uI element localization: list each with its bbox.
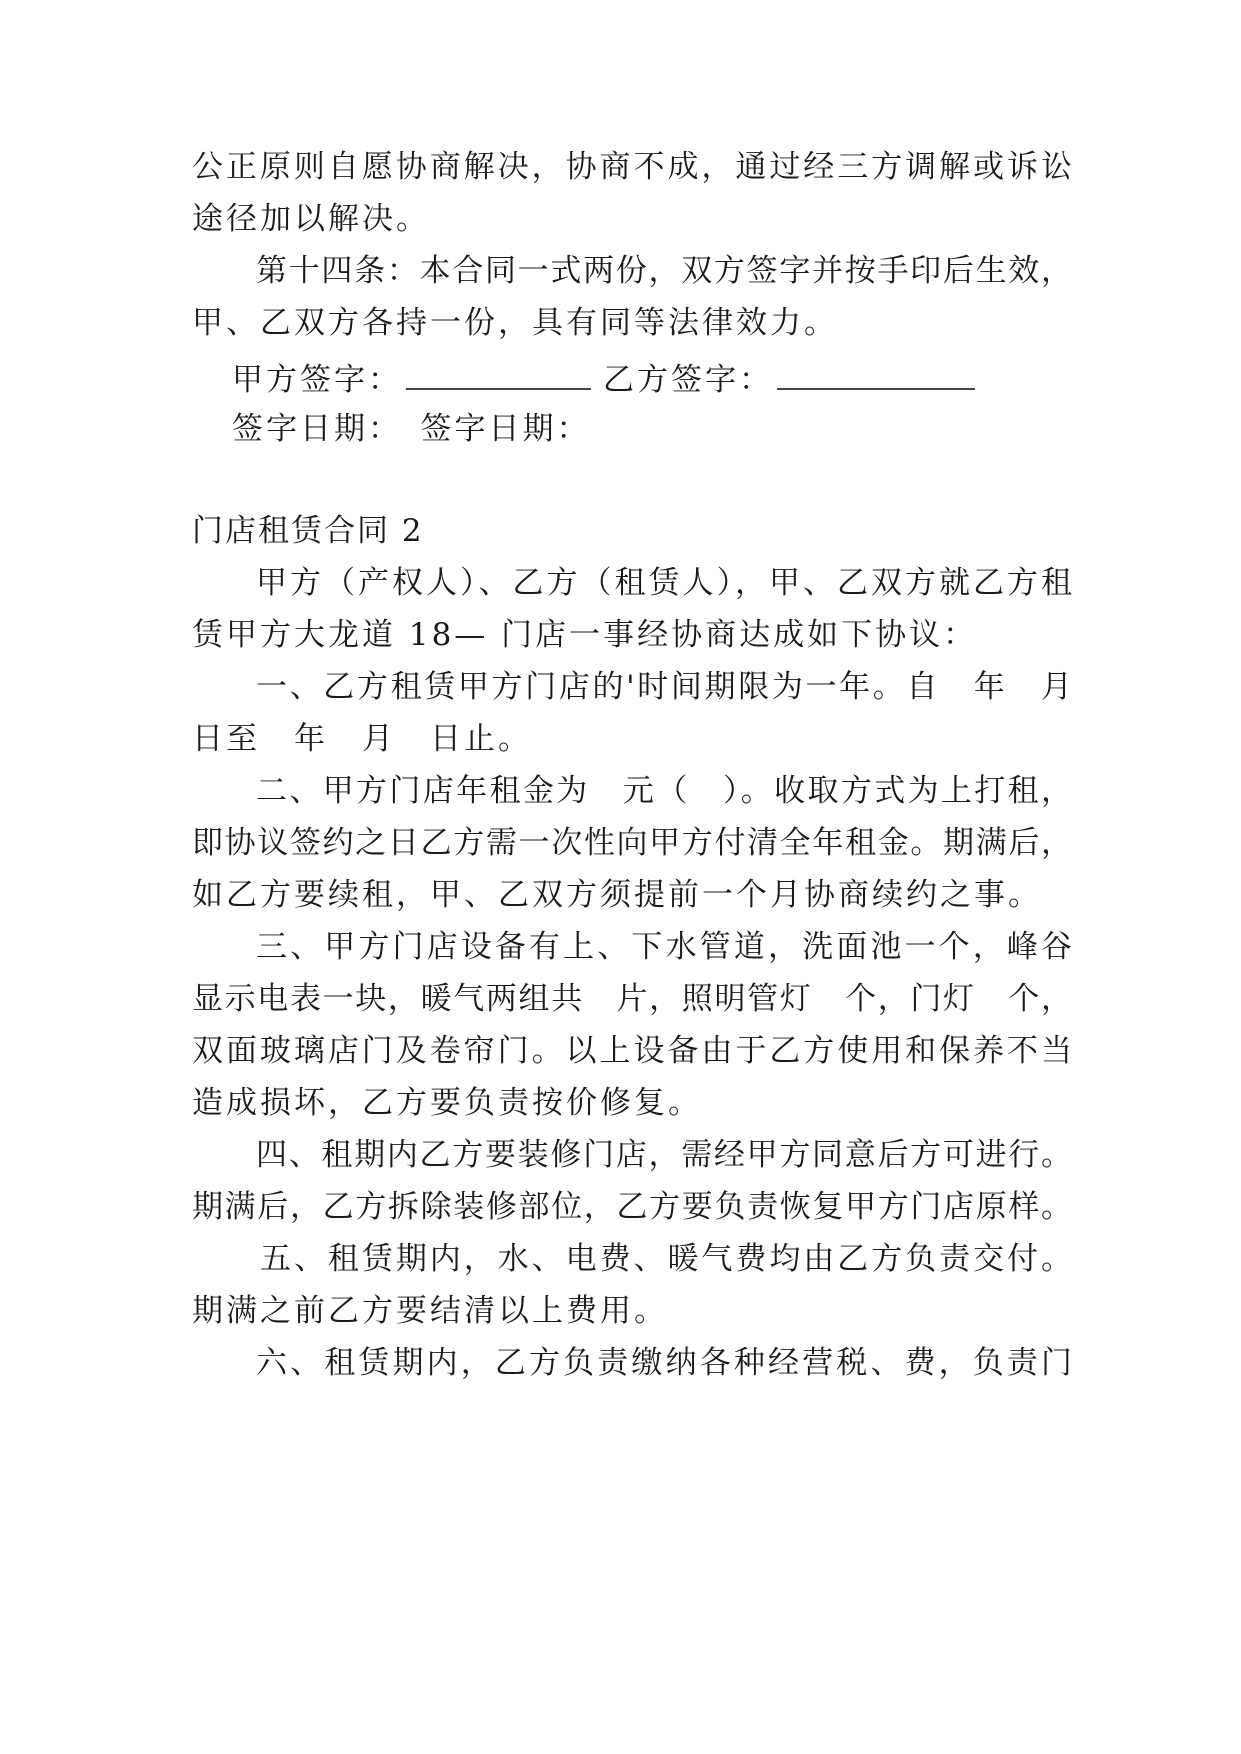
paragraph-line: 公正原则自愿协商解决，协商不成，通过经三方调解或诉讼 bbox=[192, 149, 1072, 185]
clause-2-line: 二、甲方门店年租金为 元（ ）。收取方式为上打租， bbox=[256, 773, 1072, 809]
paragraph-line: 日至 年 月 日止。 bbox=[192, 721, 532, 757]
clause-3-line: 三、甲方门店设备有上、下水管道，洗面池一个，峰谷 bbox=[256, 929, 1072, 965]
clause-5-line: 五、租赁期内，水、电费、暖气费均由乙方负责交付。 bbox=[260, 1241, 1072, 1277]
party-a-signature-blank[interactable] bbox=[406, 362, 591, 390]
party-b-signature-blank[interactable] bbox=[777, 362, 975, 390]
paragraph-line: 甲方（产权人）、乙方（租赁人），甲、乙双方就乙方租 bbox=[256, 565, 1072, 601]
paragraph-line: 期满后，乙方拆除装修部位，乙方要负责恢复甲方门店原样。 bbox=[192, 1189, 1072, 1225]
paragraph-line: 显示电表一块，暖气两组共 片，照明管灯 个，门灯 个， bbox=[192, 981, 1072, 1017]
paragraph-line: 赁甲方大龙道 18— 门店一事经协商达成如下协议： bbox=[192, 617, 978, 653]
clause-1-line: 一、乙方租赁甲方门店的'时间期限为一年。自 年 月 bbox=[256, 669, 1072, 705]
article-14-line: 第十四条：本合同一式两份，双方签字并按手印后生效， bbox=[256, 253, 1072, 289]
paragraph-line: 甲、乙双方各持一份，具有同等法律效力。 bbox=[192, 305, 838, 341]
signature-line bbox=[232, 362, 1048, 396]
party-a-signature-label: 甲方签字： bbox=[232, 362, 402, 398]
clause-4-line: 四、租期内乙方要装修门店，需经甲方同意后方可进行。 bbox=[256, 1137, 1072, 1173]
paragraph-line: 即协议签约之日乙方需一次性向甲方付清全年租金。期满后， bbox=[192, 825, 1072, 861]
paragraph-line: 途径加以解决。 bbox=[192, 201, 430, 237]
paragraph-line: 如乙方要续租，甲、乙双方须提前一个月协商续约之事。 bbox=[192, 877, 1042, 913]
paragraph-line: 造成损坏，乙方要负责按价修复。 bbox=[192, 1085, 702, 1121]
paragraph-line: 期满之前乙方要结清以上费用。 bbox=[192, 1293, 668, 1329]
signature-date-line: 签字日期： 签字日期： bbox=[232, 411, 591, 447]
party-b-signature-label: 乙方签字： bbox=[603, 362, 773, 398]
clause-6-line: 六、租赁期内，乙方负责缴纳各种经营税、费，负责门 bbox=[256, 1345, 1072, 1381]
paragraph-line: 双面玻璃店门及卷帘门。以上设备由于乙方使用和保养不当 bbox=[192, 1033, 1072, 1069]
section-title: 门店租赁合同 2 bbox=[192, 513, 424, 549]
